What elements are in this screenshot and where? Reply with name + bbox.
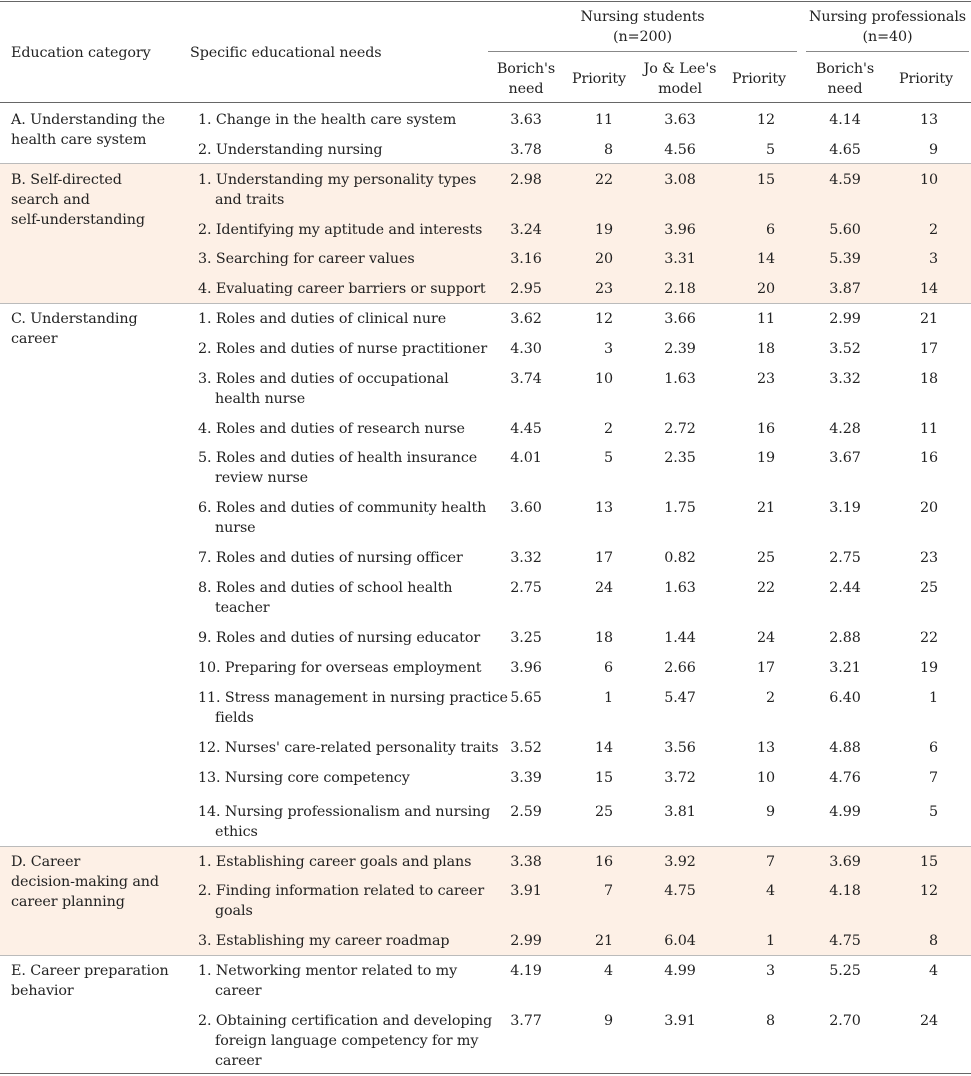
col-jolee <box>640 59 720 99</box>
cell-priority-professionals: 4 <box>929 963 938 979</box>
cell-priority-students-2: 11 <box>757 311 775 327</box>
need-label-line: 2. Roles and duties of nurse practitioner <box>198 341 488 357</box>
need-label <box>198 279 486 299</box>
cell-priority-students-2: 16 <box>757 421 775 437</box>
cell-borich-students: 3.32 <box>510 550 542 566</box>
header-group-professionals <box>806 7 969 47</box>
need-label <box>198 309 446 329</box>
cell-priority-students-1: 8 <box>604 142 613 158</box>
cell-borich-students: 3.52 <box>510 740 542 756</box>
need-label <box>198 768 410 788</box>
category-label-line: decision-making and <box>11 874 159 890</box>
need-label <box>198 249 415 269</box>
cell-priority-students-1: 12 <box>595 311 613 327</box>
cell-priority-students-1: 1 <box>604 690 613 706</box>
col-borich-professionals-line1: Borich's <box>815 61 875 77</box>
cell-priority-professionals: 9 <box>929 142 938 158</box>
cell-borich-students: 4.45 <box>510 421 542 437</box>
need-label-line: 4. Evaluating career barriers or support <box>198 281 486 297</box>
cell-jolee: 2.18 <box>664 281 696 297</box>
cell-jolee: 4.56 <box>664 142 696 158</box>
col-jolee-line2: model <box>658 81 702 97</box>
need-label <box>198 110 456 130</box>
cell-borich-students: 3.91 <box>510 883 542 899</box>
category-divider <box>0 846 971 847</box>
cell-priority-students-1: 3 <box>604 341 613 357</box>
need-label <box>198 369 449 409</box>
col-priority-1: Priority <box>571 71 627 87</box>
need-label-line: 11. Stress management in nursing practice <box>198 690 508 706</box>
cell-jolee: 6.04 <box>664 933 696 949</box>
need-label <box>198 961 457 1001</box>
need-label-line: 4. Roles and duties of research nurse <box>198 421 465 437</box>
category-label-line: search and <box>11 192 90 208</box>
need-label <box>198 220 482 240</box>
need-label-line: 14. Nursing professionalism and nursing <box>198 804 491 820</box>
cell-priority-students-1: 15 <box>595 770 613 786</box>
cell-jolee: 2.66 <box>664 660 696 676</box>
cell-borich-professionals: 2.88 <box>829 630 861 646</box>
need-label-line: 6. Roles and duties of community health <box>198 500 487 516</box>
cell-priority-professionals: 10 <box>920 172 938 188</box>
cell-borich-professionals: 2.70 <box>829 1013 861 1029</box>
cell-priority-professionals: 15 <box>920 854 938 870</box>
category-label-line: behavior <box>11 983 74 999</box>
cell-priority-professionals: 18 <box>920 371 938 387</box>
cell-priority-professionals: 19 <box>920 660 938 676</box>
category-label-line: career <box>11 331 58 347</box>
group-professionals-title: Nursing professionals <box>808 9 967 25</box>
cell-borich-students: 3.39 <box>510 770 542 786</box>
cell-borich-students: 2.99 <box>510 933 542 949</box>
cell-priority-students-1: 14 <box>595 740 613 756</box>
cell-priority-professionals: 12 <box>920 883 938 899</box>
group-students-n: (n=200) <box>613 29 672 45</box>
cell-jolee: 0.82 <box>664 550 696 566</box>
cell-priority-professionals: 20 <box>920 500 938 516</box>
cell-borich-professionals: 4.28 <box>829 421 861 437</box>
cell-priority-students-2: 14 <box>757 251 775 267</box>
cell-priority-professionals: 7 <box>929 770 938 786</box>
cell-jolee: 1.63 <box>664 580 696 596</box>
category-label-line: B. Self-directed <box>11 172 122 188</box>
category-label <box>11 961 186 1001</box>
category-label-line: E. Career preparation <box>11 963 169 979</box>
cell-borich-professionals: 5.25 <box>829 963 861 979</box>
need-label-line: nurse <box>215 520 256 536</box>
cell-jolee: 3.66 <box>664 311 696 327</box>
cell-priority-students-2: 21 <box>757 500 775 516</box>
cell-priority-students-2: 2 <box>766 690 775 706</box>
cell-borich-students: 3.38 <box>510 854 542 870</box>
cell-borich-professionals: 4.75 <box>829 933 861 949</box>
header-specific-needs: Specific educational needs <box>190 45 382 61</box>
need-label-line: 12. Nurses' care-related personality traits <box>198 740 499 756</box>
cell-priority-professionals: 22 <box>920 630 938 646</box>
need-label <box>198 170 476 210</box>
cell-jolee: 3.81 <box>664 804 696 820</box>
cell-borich-professionals: 4.59 <box>829 172 861 188</box>
cell-priority-students-1: 10 <box>595 371 613 387</box>
cell-borich-students: 3.77 <box>510 1013 542 1029</box>
professionals-group-rule <box>806 51 969 52</box>
cell-borich-professionals: 3.32 <box>829 371 861 387</box>
cell-borich-professionals: 4.88 <box>829 740 861 756</box>
need-label <box>198 140 382 160</box>
cell-borich-professionals: 4.99 <box>829 804 861 820</box>
category-label <box>11 852 186 912</box>
need-label <box>198 498 486 538</box>
cell-priority-professionals: 14 <box>920 281 938 297</box>
col-borich-students-line1: Borich's <box>496 61 556 77</box>
cell-priority-students-1: 11 <box>595 112 613 128</box>
category-label-line: self-understanding <box>11 212 145 228</box>
need-label-line: 3. Searching for career values <box>198 251 415 267</box>
need-label-line: goals <box>215 903 253 919</box>
cell-priority-students-2: 3 <box>766 963 775 979</box>
cell-priority-students-1: 21 <box>595 933 613 949</box>
cell-borich-students: 2.59 <box>510 804 542 820</box>
col-borich-professionals <box>807 59 883 99</box>
cell-borich-professionals: 3.21 <box>829 660 861 676</box>
need-label <box>198 688 508 728</box>
category-label <box>11 309 186 349</box>
cell-priority-students-2: 15 <box>757 172 775 188</box>
need-label-line: career <box>215 983 262 999</box>
cell-priority-students-2: 13 <box>757 740 775 756</box>
cell-priority-students-1: 24 <box>595 580 613 596</box>
cell-priority-students-1: 23 <box>595 281 613 297</box>
students-group-rule <box>488 51 797 52</box>
cell-jolee: 3.92 <box>664 854 696 870</box>
cell-priority-professionals: 11 <box>920 421 938 437</box>
need-label-line: and traits <box>215 192 285 208</box>
need-label-line: 1. Establishing career goals and plans <box>198 854 472 870</box>
cell-priority-students-1: 6 <box>604 660 613 676</box>
cell-jolee: 3.56 <box>664 740 696 756</box>
need-label <box>198 931 449 951</box>
need-label <box>198 548 463 568</box>
need-label-line: 2. Understanding nursing <box>198 142 383 158</box>
need-label-line: 3. Establishing my career roadmap <box>198 933 450 949</box>
cell-jolee: 3.63 <box>664 112 696 128</box>
cell-priority-students-2: 23 <box>757 371 775 387</box>
cell-borich-professionals: 6.40 <box>829 690 861 706</box>
need-label-line: 5. Roles and duties of health insurance <box>198 450 478 466</box>
cell-borich-professionals: 4.14 <box>829 112 861 128</box>
cell-borich-students: 2.98 <box>510 172 542 188</box>
cell-priority-students-1: 5 <box>604 450 613 466</box>
group-professionals-n: (n=40) <box>862 29 913 45</box>
col-jolee-line1: Jo & Lee's <box>643 61 717 77</box>
cell-priority-professionals: 21 <box>920 311 938 327</box>
cell-borich-students: 3.63 <box>510 112 542 128</box>
header-education-category: Education category <box>11 45 151 61</box>
cell-priority-students-1: 7 <box>604 883 613 899</box>
cell-priority-students-2: 10 <box>757 770 775 786</box>
category-label <box>11 110 186 150</box>
need-label <box>198 658 481 678</box>
need-label-line: 1. Change in the health care system <box>198 112 457 128</box>
cell-priority-professionals: 13 <box>920 112 938 128</box>
cell-jolee: 2.39 <box>664 341 696 357</box>
category-divider <box>0 303 971 304</box>
col-borich-students <box>489 59 563 99</box>
need-label-line: 2. Obtaining certification and developing <box>198 1013 493 1029</box>
bottom-rule <box>0 1073 971 1074</box>
need-label <box>198 802 490 842</box>
cell-priority-students-2: 22 <box>757 580 775 596</box>
header-bottom-rule <box>0 102 971 103</box>
cell-jolee: 2.35 <box>664 450 696 466</box>
cell-priority-students-2: 6 <box>766 222 775 238</box>
need-label-line: 8. Roles and duties of school health <box>198 580 453 596</box>
cell-priority-students-1: 2 <box>604 421 613 437</box>
category-label-line: career planning <box>11 894 125 910</box>
need-label-line: 3. Roles and duties of occupational <box>198 371 449 387</box>
cell-priority-students-2: 1 <box>766 933 775 949</box>
cell-borich-students: 3.16 <box>510 251 542 267</box>
cell-jolee: 3.72 <box>664 770 696 786</box>
cell-priority-students-1: 18 <box>595 630 613 646</box>
need-label <box>198 578 452 618</box>
cell-priority-students-2: 5 <box>766 142 775 158</box>
cell-borich-students: 3.96 <box>510 660 542 676</box>
need-label-line: health nurse <box>215 391 306 407</box>
cell-borich-students: 2.75 <box>510 580 542 596</box>
cell-priority-students-2: 20 <box>757 281 775 297</box>
cell-borich-professionals: 5.60 <box>829 222 861 238</box>
cell-priority-students-1: 22 <box>595 172 613 188</box>
category-label-line: D. Career <box>11 854 81 870</box>
cell-borich-students: 4.19 <box>510 963 542 979</box>
cell-priority-professionals: 5 <box>929 804 938 820</box>
cell-priority-students-2: 4 <box>766 883 775 899</box>
category-label-line: A. Understanding the <box>11 112 165 128</box>
cell-borich-students: 3.78 <box>510 142 542 158</box>
need-label-line: fields <box>215 710 254 726</box>
cell-borich-students: 3.74 <box>510 371 542 387</box>
cell-borich-students: 4.01 <box>510 450 542 466</box>
cell-priority-professionals: 16 <box>920 450 938 466</box>
need-label <box>198 419 465 439</box>
col-priority-3: Priority <box>898 71 954 87</box>
cell-priority-students-2: 18 <box>757 341 775 357</box>
need-label <box>198 738 499 758</box>
cell-borich-professionals: 4.76 <box>829 770 861 786</box>
need-label-line: 13. Nursing core competency <box>198 770 410 786</box>
need-label-line: 7. Roles and duties of nursing officer <box>198 550 463 566</box>
cell-borich-students: 3.60 <box>510 500 542 516</box>
cell-priority-students-1: 20 <box>595 251 613 267</box>
cell-borich-professionals: 2.44 <box>829 580 861 596</box>
need-label-line: 2. Finding information related to career <box>198 883 485 899</box>
cell-borich-professionals: 4.65 <box>829 142 861 158</box>
cell-borich-students: 5.65 <box>510 690 542 706</box>
cell-priority-professionals: 23 <box>920 550 938 566</box>
cell-priority-professionals: 24 <box>920 1013 938 1029</box>
need-label-line: foreign language competency for my <box>215 1033 479 1049</box>
cell-borich-professionals: 3.52 <box>829 341 861 357</box>
cell-borich-professionals: 3.69 <box>829 854 861 870</box>
need-label-line: 9. Roles and duties of nursing educator <box>198 630 481 646</box>
cell-priority-students-1: 4 <box>604 963 613 979</box>
cell-borich-professionals: 3.87 <box>829 281 861 297</box>
category-label-line: health care system <box>11 132 147 148</box>
cell-priority-professionals: 17 <box>920 341 938 357</box>
cell-borich-professionals: 2.75 <box>829 550 861 566</box>
cell-jolee: 2.72 <box>664 421 696 437</box>
cell-borich-professionals: 3.19 <box>829 500 861 516</box>
cell-borich-professionals: 3.67 <box>829 450 861 466</box>
need-label-line: teacher <box>215 600 270 616</box>
cell-priority-students-2: 19 <box>757 450 775 466</box>
cell-borich-professionals: 2.99 <box>829 311 861 327</box>
col-borich-professionals-line2: need <box>827 81 863 97</box>
cell-priority-students-2: 24 <box>757 630 775 646</box>
cell-borich-professionals: 5.39 <box>829 251 861 267</box>
need-label-line: 1. Networking mentor related to my <box>198 963 458 979</box>
cell-jolee: 3.91 <box>664 1013 696 1029</box>
cell-borich-students: 3.24 <box>510 222 542 238</box>
need-label-line: career <box>215 1053 262 1069</box>
cell-priority-students-2: 12 <box>757 112 775 128</box>
cell-priority-students-1: 16 <box>595 854 613 870</box>
category-divider <box>0 163 971 164</box>
cell-jolee: 4.75 <box>664 883 696 899</box>
need-label-line: 2. Identifying my aptitude and interests <box>198 222 483 238</box>
category-label-line: C. Understanding <box>11 311 138 327</box>
cell-priority-professionals: 6 <box>929 740 938 756</box>
category-label <box>11 170 186 230</box>
cell-jolee: 3.08 <box>664 172 696 188</box>
cell-priority-students-2: 7 <box>766 854 775 870</box>
cell-jolee: 1.75 <box>664 500 696 516</box>
cell-jolee: 4.99 <box>664 963 696 979</box>
cell-borich-students: 2.95 <box>510 281 542 297</box>
cell-borich-students: 3.62 <box>510 311 542 327</box>
cell-jolee: 1.44 <box>664 630 696 646</box>
cell-priority-students-1: 13 <box>595 500 613 516</box>
need-label-line: ethics <box>215 824 258 840</box>
header-group-students <box>488 7 797 47</box>
need-label-line: 1. Understanding my personality types <box>198 172 477 188</box>
cell-jolee: 3.96 <box>664 222 696 238</box>
cell-priority-professionals: 3 <box>929 251 938 267</box>
need-label-line: 1. Roles and duties of clinical nure <box>198 311 447 327</box>
need-label-line: 10. Preparing for overseas employment <box>198 660 482 676</box>
cell-borich-professionals: 4.18 <box>829 883 861 899</box>
cell-priority-students-1: 19 <box>595 222 613 238</box>
cell-borich-students: 3.25 <box>510 630 542 646</box>
cell-priority-students-1: 25 <box>595 804 613 820</box>
cell-priority-professionals: 8 <box>929 933 938 949</box>
cell-priority-students-2: 25 <box>757 550 775 566</box>
need-label-line: review nurse <box>215 470 309 486</box>
cell-jolee: 1.63 <box>664 371 696 387</box>
cell-priority-students-2: 8 <box>766 1013 775 1029</box>
need-label <box>198 852 471 872</box>
cell-priority-professionals: 25 <box>920 580 938 596</box>
group-students-title: Nursing students <box>580 9 705 25</box>
cell-priority-students-2: 9 <box>766 804 775 820</box>
cell-borich-students: 4.30 <box>510 341 542 357</box>
need-label <box>198 339 487 359</box>
need-label <box>198 628 480 648</box>
need-label <box>198 881 484 921</box>
cell-priority-students-1: 17 <box>595 550 613 566</box>
category-divider <box>0 955 971 956</box>
cell-priority-students-2: 17 <box>757 660 775 676</box>
need-label <box>198 1011 492 1071</box>
cell-priority-professionals: 2 <box>929 222 938 238</box>
need-label <box>198 448 477 488</box>
col-priority-2: Priority <box>731 71 787 87</box>
cell-priority-students-1: 9 <box>604 1013 613 1029</box>
cell-priority-professionals: 1 <box>929 690 938 706</box>
top-rule <box>0 1 971 2</box>
col-borich-students-line2: need <box>508 81 544 97</box>
cell-jolee: 3.31 <box>664 251 696 267</box>
cell-jolee: 5.47 <box>664 690 696 706</box>
